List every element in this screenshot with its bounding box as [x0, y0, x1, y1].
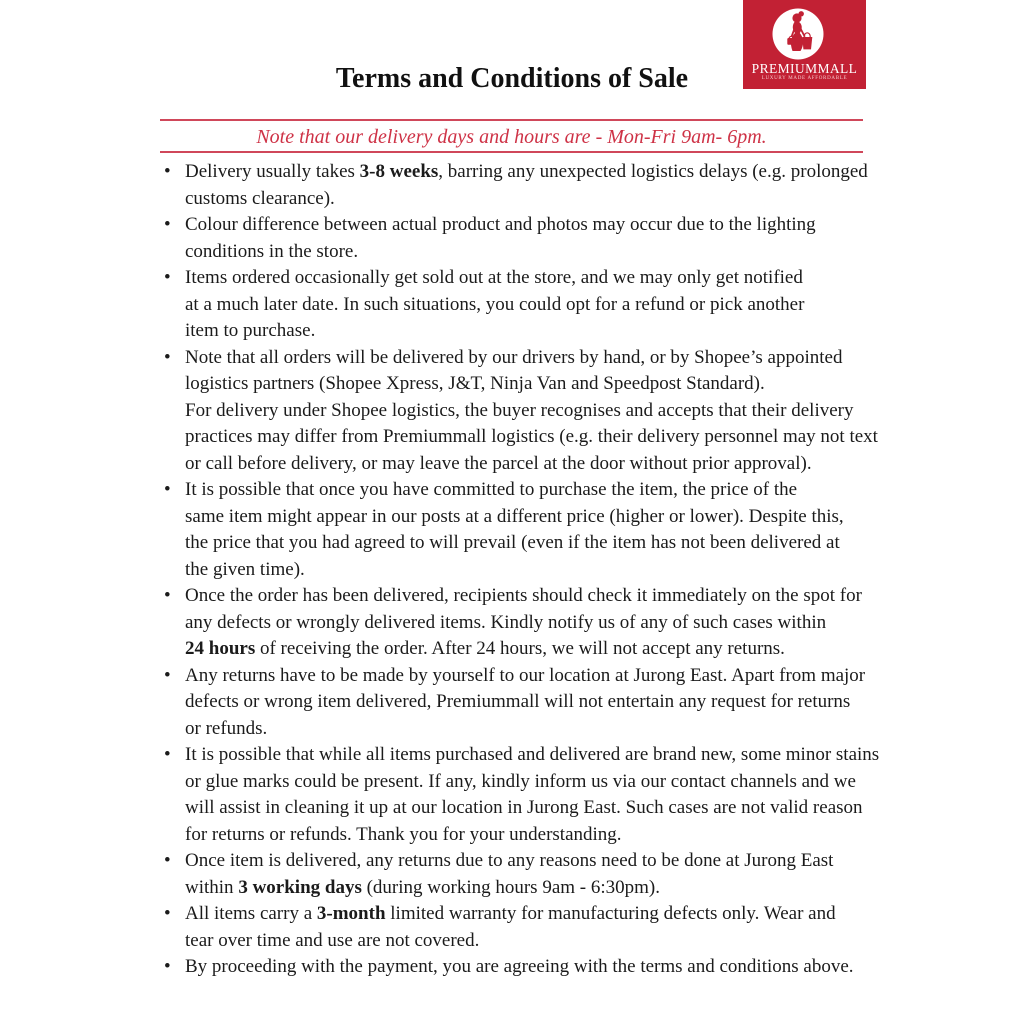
terms-line: the given time). [185, 558, 305, 580]
bullet-text [185, 901, 866, 954]
terms-line: customs clearance). [185, 187, 335, 209]
terms-line: for returns or refunds. Thank you for your understanding. [185, 823, 622, 845]
bullet-text [185, 954, 866, 981]
bullet-text [185, 848, 866, 901]
terms-line: Items ordered occasionally get sold out at the store, and we may only get notified [185, 267, 803, 288]
terms-bullet [160, 954, 866, 981]
bullet-dot: • [164, 161, 171, 182]
terms-bullet [160, 265, 866, 345]
terms-bullet [160, 212, 866, 265]
terms-line: same item might appear in our posts at a different price (higher or lower). Despite this, [185, 505, 844, 527]
logo-tagline: LUXURY MADE AFFORDABLE [761, 76, 848, 81]
terms-line: Once item is delivered, any returns due to any reasons need to be done at Jurong East [185, 850, 834, 871]
bullet-dot: • [164, 744, 171, 765]
terms-line: practices may differ from Premiummall logistics (e.g. their delivery personnel may not text [185, 426, 878, 447]
terms-bullet [160, 477, 866, 583]
bullet-text [185, 345, 878, 478]
terms-line: or glue marks could be present. If any, kindly inform us via our contact channels and we [185, 770, 856, 792]
page-title: Terms and Conditions of Sale [335, 63, 689, 94]
terms-line: any defects or wrongly delivered items. Kindly notify us of any of such cases within [185, 611, 827, 633]
bullet-dot: • [164, 267, 171, 288]
terms-line: item to purchase. [185, 320, 316, 341]
terms-bullet [160, 345, 878, 478]
terms-bullet [160, 742, 880, 848]
bullet-text [185, 159, 866, 212]
bullet-text [185, 742, 880, 848]
terms-line: It is possible that while all items purchased and delivered are brand new, some minor stains [185, 744, 880, 765]
bullet-text [185, 265, 866, 345]
terms-line: logistics partners (Shopee Xpress, J&T, Ninja Van and Speedpost Standard). [185, 373, 765, 394]
terms-line: Any returns have to be made by yourself to our location at Jurong East. Apart from major [185, 664, 866, 686]
terms-line: tear over time and use are not covered. [185, 929, 480, 951]
terms-line: Colour difference between actual product and photos may occur due to the lighting [185, 214, 816, 235]
bullet-dot: • [164, 903, 171, 924]
terms-line: within 3 working days (during working hours 9am - 6:30pm). [185, 876, 660, 898]
terms-bullet [160, 583, 866, 663]
divider-top [160, 119, 863, 121]
bullet-text [185, 663, 866, 743]
bullet-dot: • [164, 214, 171, 235]
terms-list [160, 159, 880, 981]
terms-line: or refunds. [185, 717, 268, 739]
terms-bullet [160, 848, 866, 901]
terms-bullet [160, 159, 866, 212]
bullet-dot: • [164, 956, 171, 977]
divider-bottom [160, 151, 863, 153]
terms-line: at a much later date. In such situations, you could opt for a refund or pick another [185, 293, 805, 315]
bullet-dot: • [164, 479, 171, 500]
woman-shopper-icon [771, 7, 825, 61]
terms-line: Delivery usually takes 3-8 weeks, barring any unexpected logistics delays (e.g. prolonged [185, 161, 868, 182]
terms-line: Note that all orders will be delivered by our drivers by hand, or by Shopee’s appointed [185, 346, 843, 368]
bullet-text [185, 583, 866, 663]
logo-brand-name: PREMIUMMALL [751, 61, 858, 76]
terms-line: the price that you had agreed to will prevail (even if the item has not been delivered at [185, 532, 840, 553]
bullet-dot: • [164, 585, 171, 606]
terms-line: will assist in cleaning it up at our location in Jurong East. Such cases are not valid reason [185, 797, 863, 818]
terms-line: defects or wrong item delivered, Premiummall will not entertain any request for returns [185, 691, 851, 712]
bullet-dot: • [164, 850, 171, 871]
terms-line: For delivery under Shopee logistics, the buyer recognises and accepts that their delivery [185, 399, 854, 421]
bullet-text [185, 477, 866, 583]
terms-line: All items carry a 3-month limited warranty for manufacturing defects only. Wear and [185, 903, 836, 924]
terms-line: It is possible that once you have committed to purchase the item, the price of the [185, 479, 798, 500]
terms-line: conditions in the store. [185, 240, 359, 262]
terms-line: Once the order has been delivered, recipients should check it immediately on the spot for [185, 585, 862, 606]
delivery-hours-note: Note that our delivery days and hours are - Mon-Fri 9am- 6pm. [256, 126, 767, 148]
terms-bullet [160, 901, 866, 954]
terms-line: 24 hours of receiving the order. After 24 hours, we will not accept any returns. [185, 638, 785, 659]
terms-line: By proceeding with the payment, you are agreeing with the terms and conditions above. [185, 956, 854, 977]
terms-line: or call before delivery, or may leave the parcel at the door without prior approval). [185, 452, 812, 474]
terms-bullet [160, 663, 866, 743]
bullet-text [185, 212, 866, 265]
bullet-dot: • [164, 346, 171, 368]
bullet-dot: • [164, 664, 171, 686]
